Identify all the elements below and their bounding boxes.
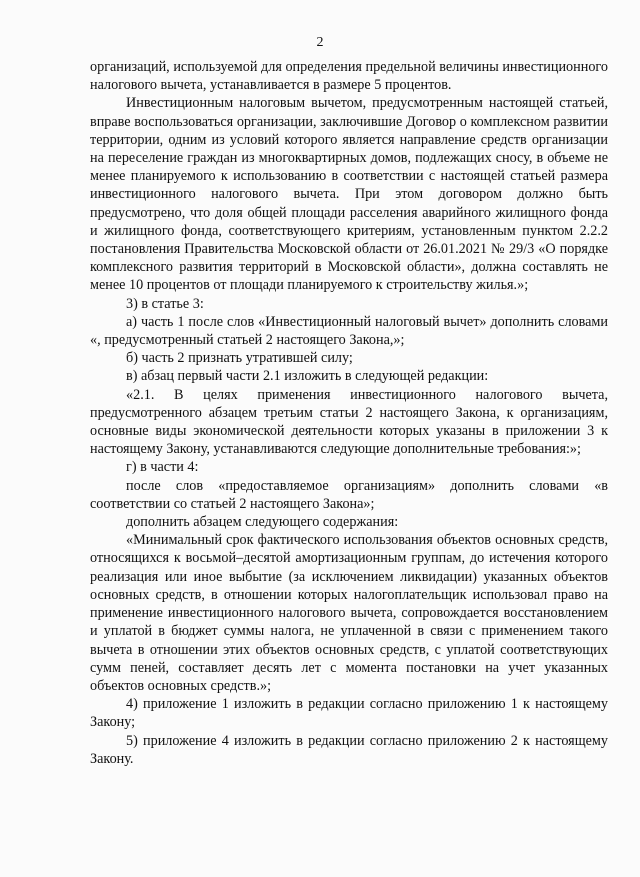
paragraph-13: 5) приложение 4 изложить в редакции согласно приложению 2 к настоящему Закону. <box>90 732 608 767</box>
paragraph-2: Инвестиционным налоговым вычетом, предусмотренным настоящей статьей, вправе воспользоваться организации, заключившие Договор о комплексном развитии территории, одним из условий которого является направление средств организации на переселение граждан из многоквартирных домов, подлежащих сносу, в объеме не менее планируемого к использованию в соответствии с настоящей статьей размера инвестиционного налогового вычета. При этом договором должно быть предусмотрено, что доля общей площади расселения аварийного жилищного фонда и жилищного фонда, соответствующего критериям, установленным пунктом 2.2.2 постановления Правительства Московской области от 26.01.2021 № 29/3 «О порядке комплексного развития территорий в Московской области», должна составлять не менее 10 процентов от площади планируемого к строительству жилья.»; <box>90 95 608 294</box>
paragraph-7: «2.1. В целях применения инвестиционного налогового вычета, предусмотренного абзацем третьим статьи 2 настоящего Закона, к организациям, основные виды экономической деятельности которых указаны в приложении 3 к настоящему Закону, устанавливаются следующие дополнительные требования:»; <box>90 386 608 458</box>
paragraph-3: 3) в статье 3: <box>126 295 204 312</box>
paragraph-9: после слов «предоставляемое организациям» дополнить словами «в соответствии со статьей 2 настоящего Закона»; <box>90 477 608 512</box>
paragraph-11: «Минимальный срок фактического использования объектов основных средств, относящихся к восьмой–десятой амортизационным группам, до истечения которого реализация или иное выбытие (за исключением ликвидации) указанных объектов основных средств, в отношении которых налогоплательщик использовал право на применение инвестиционного налогового вычета, сопровождается восстановлением и уплатой в бюджет суммы налога, не уплаченной в связи с применением такого вычета в отношении этих объектов основных средств, с уплатой соответствующих сумм пеней, составляет десять лет с момента постановки на учет указанных объектов основных средств.»; <box>90 532 608 694</box>
paragraph-6: в) абзац первый части 2.1 изложить в следующей редакции: <box>126 368 489 385</box>
paragraph-4: а) часть 1 после слов «Инвестиционный налоговый вычет» дополнить словами «, предусмотренный статьей 2 настоящего Закона,»; <box>90 313 608 349</box>
paragraph-5: б) часть 2 признать утратившей силу; <box>126 350 353 367</box>
paragraph-12: 4) приложение 1 изложить в редакции согласно приложению 1 к настоящему Закону; <box>90 696 608 731</box>
paragraph-10: дополнить абзацем следующего содержания: <box>126 514 399 531</box>
paragraph-8: г) в части 4: <box>126 459 199 476</box>
paragraph-1: организаций, используемой для определения предельной величины инвестиционного налогового вычета, устанавливается в размере 5 процентов. <box>90 59 608 94</box>
document-body <box>90 58 608 768</box>
page-number: 2 <box>316 35 324 50</box>
